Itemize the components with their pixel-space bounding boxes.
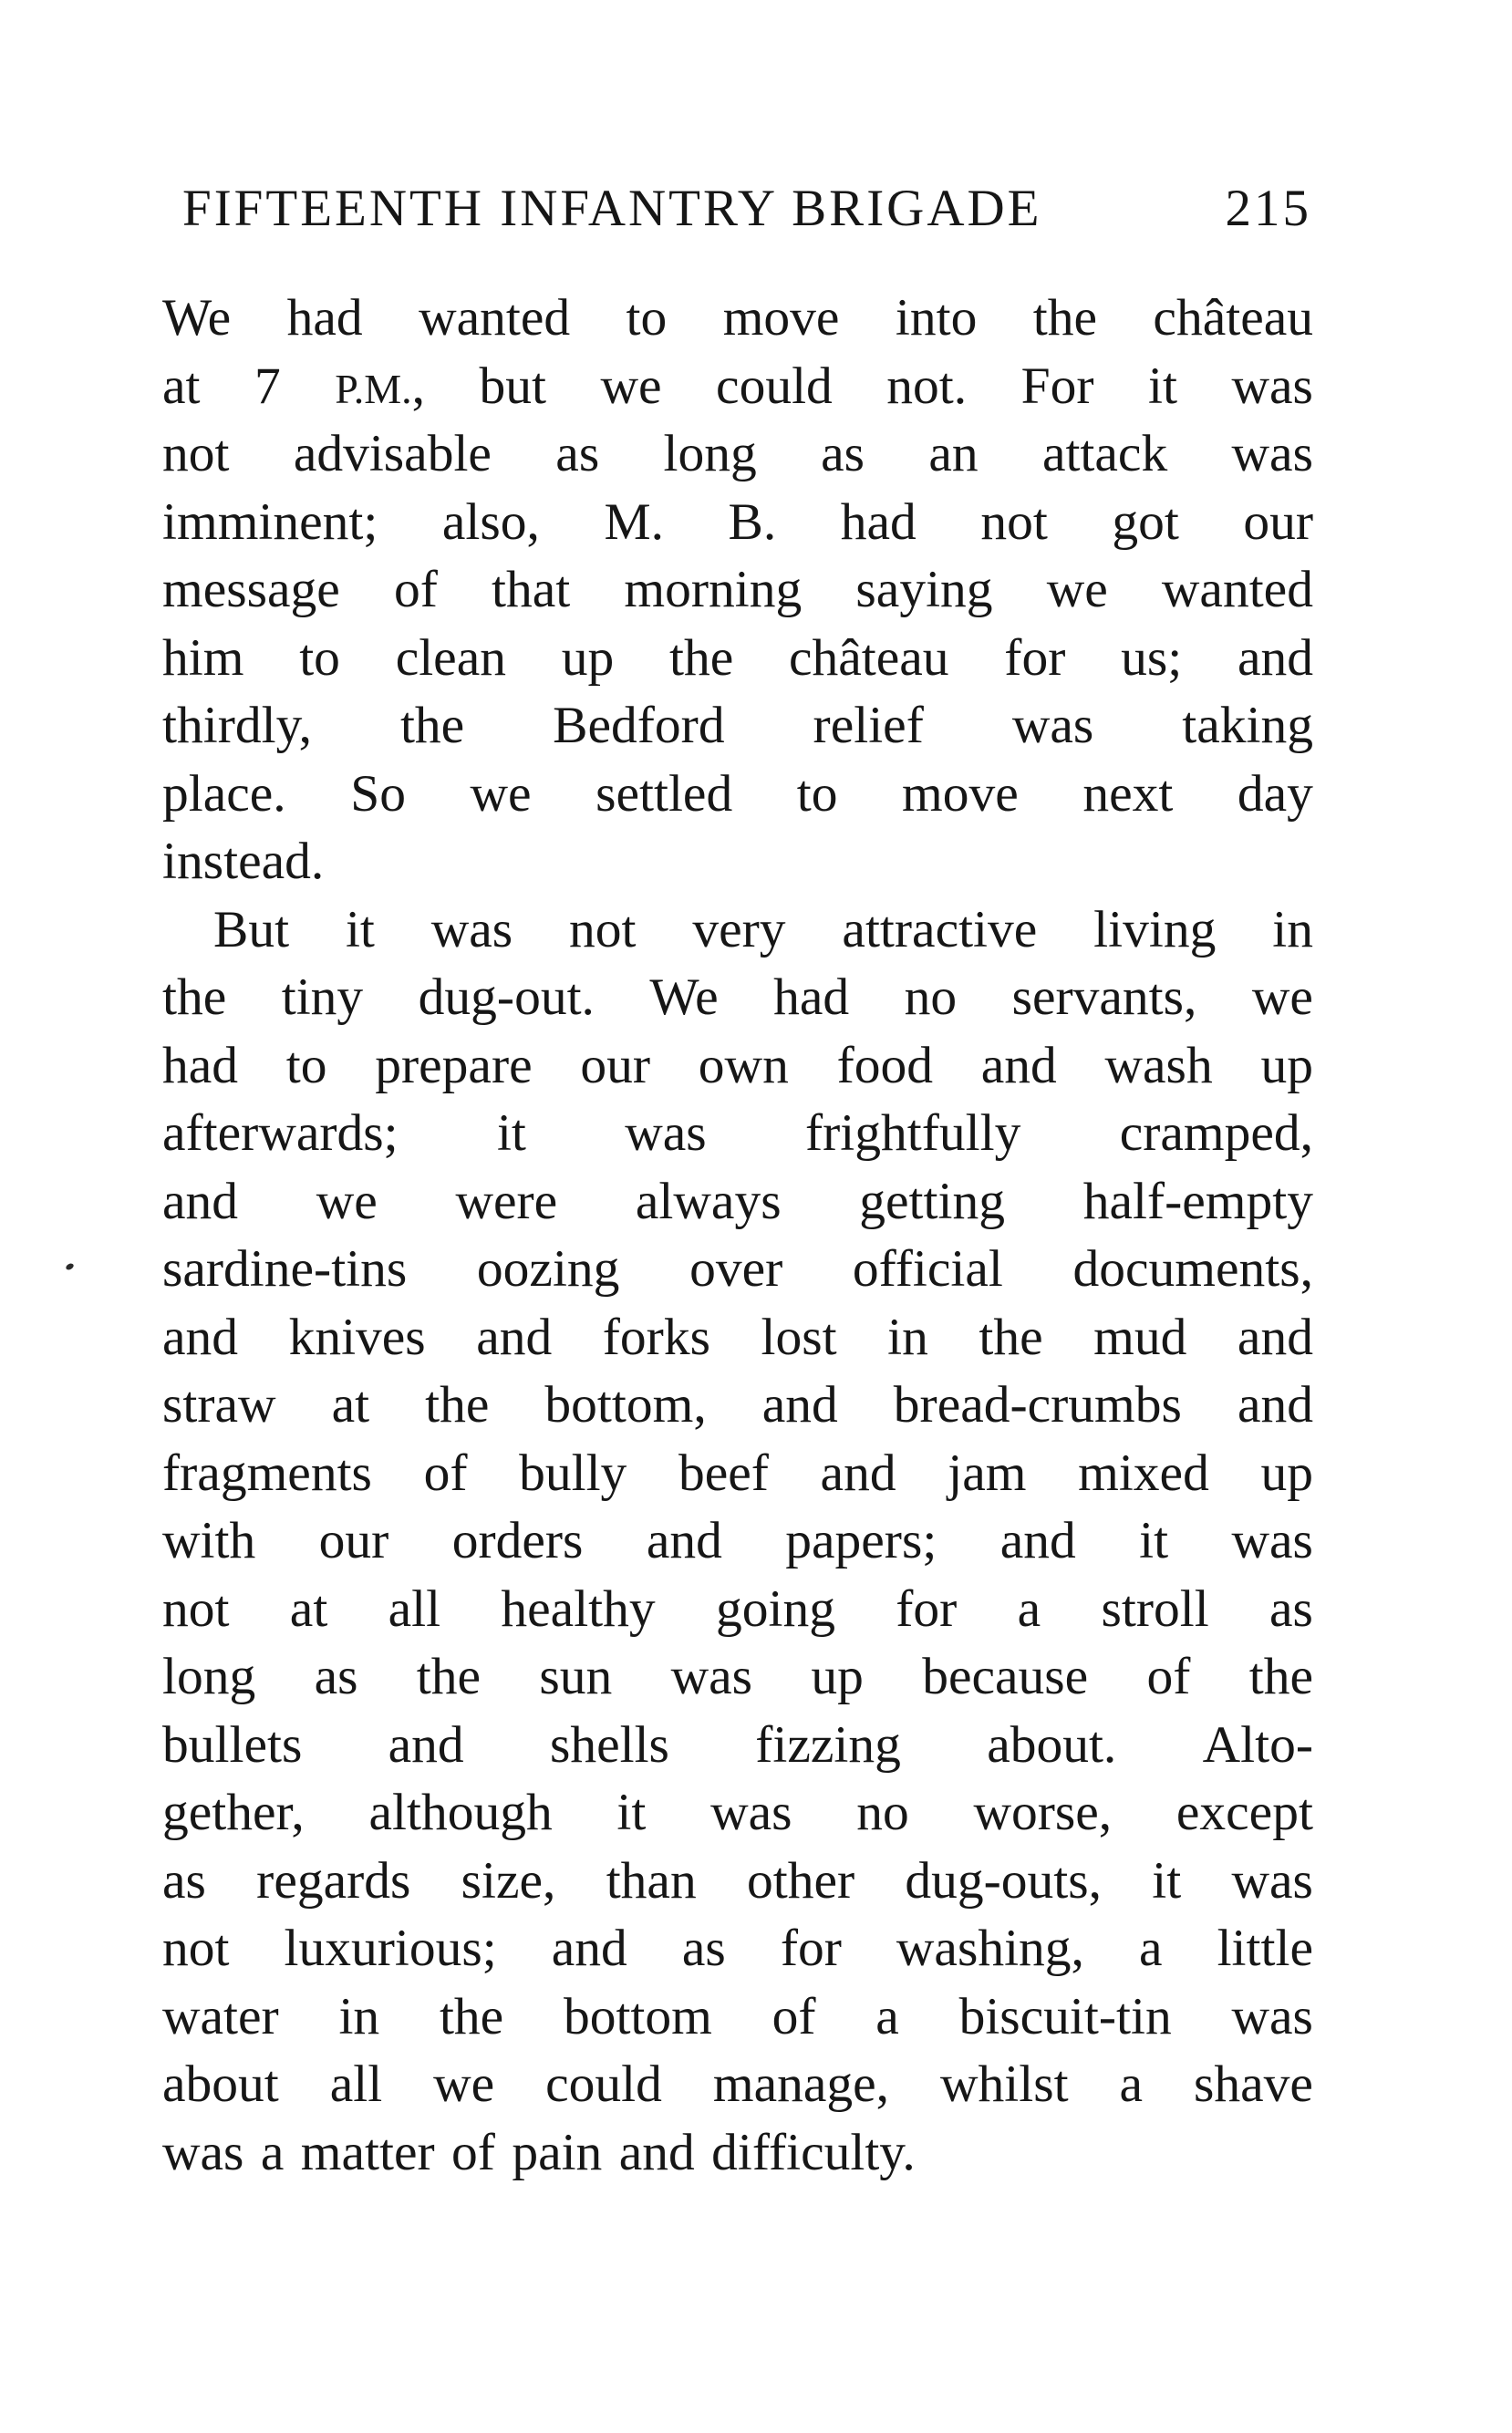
text-line: afterwards; it was frightfully cramped, bbox=[162, 1104, 1313, 1162]
text-line: with our orders and papers; and it was bbox=[162, 1512, 1313, 1569]
text-line: We had wanted to move into the château bbox=[162, 289, 1313, 347]
text-line: straw at the bottom, and bread-crumbs and bbox=[162, 1376, 1313, 1434]
page-number: 215 bbox=[1225, 179, 1311, 237]
text-line: message of that morning saying we wanted bbox=[162, 561, 1313, 618]
text-line: sardine-tins oozing over official documents, bbox=[162, 1240, 1313, 1298]
text-line: But it was not very attractive living in bbox=[213, 900, 1313, 958]
text-line: place. So we settled to move next day bbox=[162, 764, 1313, 823]
text-line: imminent; also, M. B. had not got our bbox=[162, 492, 1313, 551]
text-line: water in the bottom of a biscuit-tin was bbox=[162, 1987, 1313, 2045]
running-head bbox=[182, 162, 1311, 254]
text-line: long as the sun was up because of the bbox=[162, 1648, 1313, 1705]
text-line: thirdly, the Bedford relief was taking bbox=[162, 697, 1313, 754]
paragraph bbox=[162, 896, 1313, 2188]
text-line: instead. bbox=[162, 833, 325, 890]
text-line: fragments of bully beef and jam mixed up bbox=[162, 1444, 1313, 1502]
text-line: and knives and forks lost in the mud and bbox=[162, 1308, 1313, 1366]
text-line: the tiny dug-out. We had no servants, we bbox=[162, 968, 1313, 1026]
text-line: him to clean up the château for us; and bbox=[162, 628, 1313, 687]
text-line: bullets and shells fizzing about. Alto- bbox=[162, 1715, 1313, 1774]
stray-ink-mark bbox=[65, 1262, 75, 1271]
body-text bbox=[162, 285, 1313, 2187]
text-line: at 7 P.M., but we could not. For it was bbox=[162, 357, 1313, 415]
paragraph bbox=[162, 285, 1313, 896]
text-line: gether, although it was no worse, except bbox=[162, 1784, 1313, 1841]
text-line: not luxurious; and as for washing, a little bbox=[162, 1920, 1313, 1977]
text-line: about all we could manage, whilst a shave bbox=[162, 2055, 1313, 2113]
text-line: was a matter of pain and difficulty. bbox=[162, 2123, 916, 2181]
running-head-title: FIFTEENTH INFANTRY BRIGADE bbox=[182, 179, 1042, 237]
text-line: not at all healthy going for a stroll as bbox=[162, 1579, 1313, 1638]
text-line: as regards size, than other dug-outs, it was bbox=[162, 1851, 1313, 1910]
text-line: not advisable as long as an attack was bbox=[162, 425, 1313, 482]
text-line: and we were always getting half-empty bbox=[162, 1172, 1313, 1230]
text-line: had to prepare our own food and wash up bbox=[162, 1036, 1313, 1094]
